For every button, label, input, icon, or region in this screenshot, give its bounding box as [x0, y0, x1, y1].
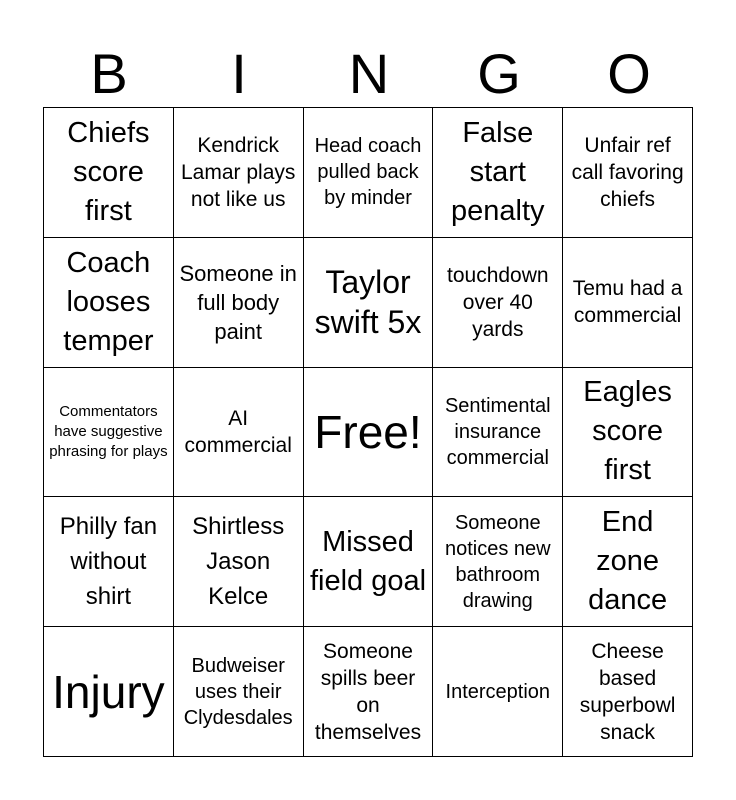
bingo-cell-free[interactable] — [304, 368, 434, 498]
bingo-cell[interactable] — [304, 627, 434, 757]
bingo-cell[interactable] — [174, 238, 304, 368]
bingo-cell[interactable] — [563, 368, 693, 498]
cell-text: Coach looses temper — [63, 246, 154, 357]
bingo-cell[interactable] — [563, 238, 693, 368]
cell-text: Sentimental insurance commercial — [444, 394, 551, 469]
header-letter-g: G — [477, 42, 521, 105]
header-letter-o: O — [607, 42, 651, 105]
bingo-cell[interactable] — [44, 238, 174, 368]
cell-text: Philly fan without shirt — [59, 513, 158, 611]
cell-text: Kendrick Lamar plays not like us — [181, 133, 296, 211]
bingo-cell[interactable] — [44, 627, 174, 757]
bingo-card — [43, 107, 693, 757]
cell-text: Taylor swift 5x — [314, 264, 422, 341]
bingo-cell[interactable] — [174, 108, 304, 238]
cell-text: Budweiser uses their Clydesdales — [183, 654, 293, 729]
bingo-cell[interactable] — [44, 368, 174, 498]
bingo-header — [44, 40, 694, 108]
cell-text: touchdown over 40 yards — [447, 263, 549, 341]
header-letter-n: N — [348, 42, 390, 105]
cell-text: Chiefs score first — [67, 116, 150, 227]
cell-text: AI commercial — [184, 406, 292, 457]
bingo-cell[interactable] — [174, 368, 304, 498]
bingo-cell[interactable] — [433, 108, 563, 238]
cell-text: Injury — [52, 665, 165, 718]
cell-text: Temu had a commercial — [572, 277, 683, 328]
cell-text: End zone dance — [588, 506, 668, 617]
cell-text: False start penalty — [451, 116, 545, 227]
cell-text: Eagles score first — [583, 376, 672, 487]
bingo-cell[interactable] — [433, 497, 563, 627]
header-letter-i: I — [231, 42, 247, 105]
bingo-cell[interactable] — [174, 627, 304, 757]
cell-text: Commentators have suggestive phrasing for plays — [49, 402, 168, 460]
cell-text: Missed field goal — [309, 525, 427, 597]
bingo-cell[interactable] — [304, 497, 434, 627]
cell-text: Cheese based superbowl snack — [579, 639, 676, 744]
cell-text: Someone spills beer on themselves — [314, 639, 422, 744]
bingo-cell[interactable] — [174, 497, 304, 627]
bingo-cell[interactable] — [563, 108, 693, 238]
free-space-text: Free! — [314, 405, 422, 458]
bingo-cell[interactable] — [304, 108, 434, 238]
bingo-cell[interactable] — [44, 497, 174, 627]
cell-text: Unfair ref call favoring chiefs — [571, 133, 684, 211]
cell-text: Shirtless Jason Kelce — [192, 513, 285, 611]
cell-text: Someone notices new bathroom drawing — [444, 511, 551, 612]
bingo-cell[interactable] — [304, 238, 434, 368]
bingo-cell[interactable] — [433, 627, 563, 757]
bingo-cell[interactable] — [563, 627, 693, 757]
bingo-cell[interactable] — [44, 108, 174, 238]
cell-text: Interception — [445, 680, 551, 703]
cell-text: Someone in full body paint — [179, 260, 297, 344]
bingo-cell[interactable] — [433, 238, 563, 368]
bingo-cell[interactable] — [433, 368, 563, 498]
bingo-cell[interactable] — [563, 497, 693, 627]
cell-text: Head coach pulled back by minder — [314, 135, 422, 210]
header-letter-b: B — [90, 42, 128, 105]
